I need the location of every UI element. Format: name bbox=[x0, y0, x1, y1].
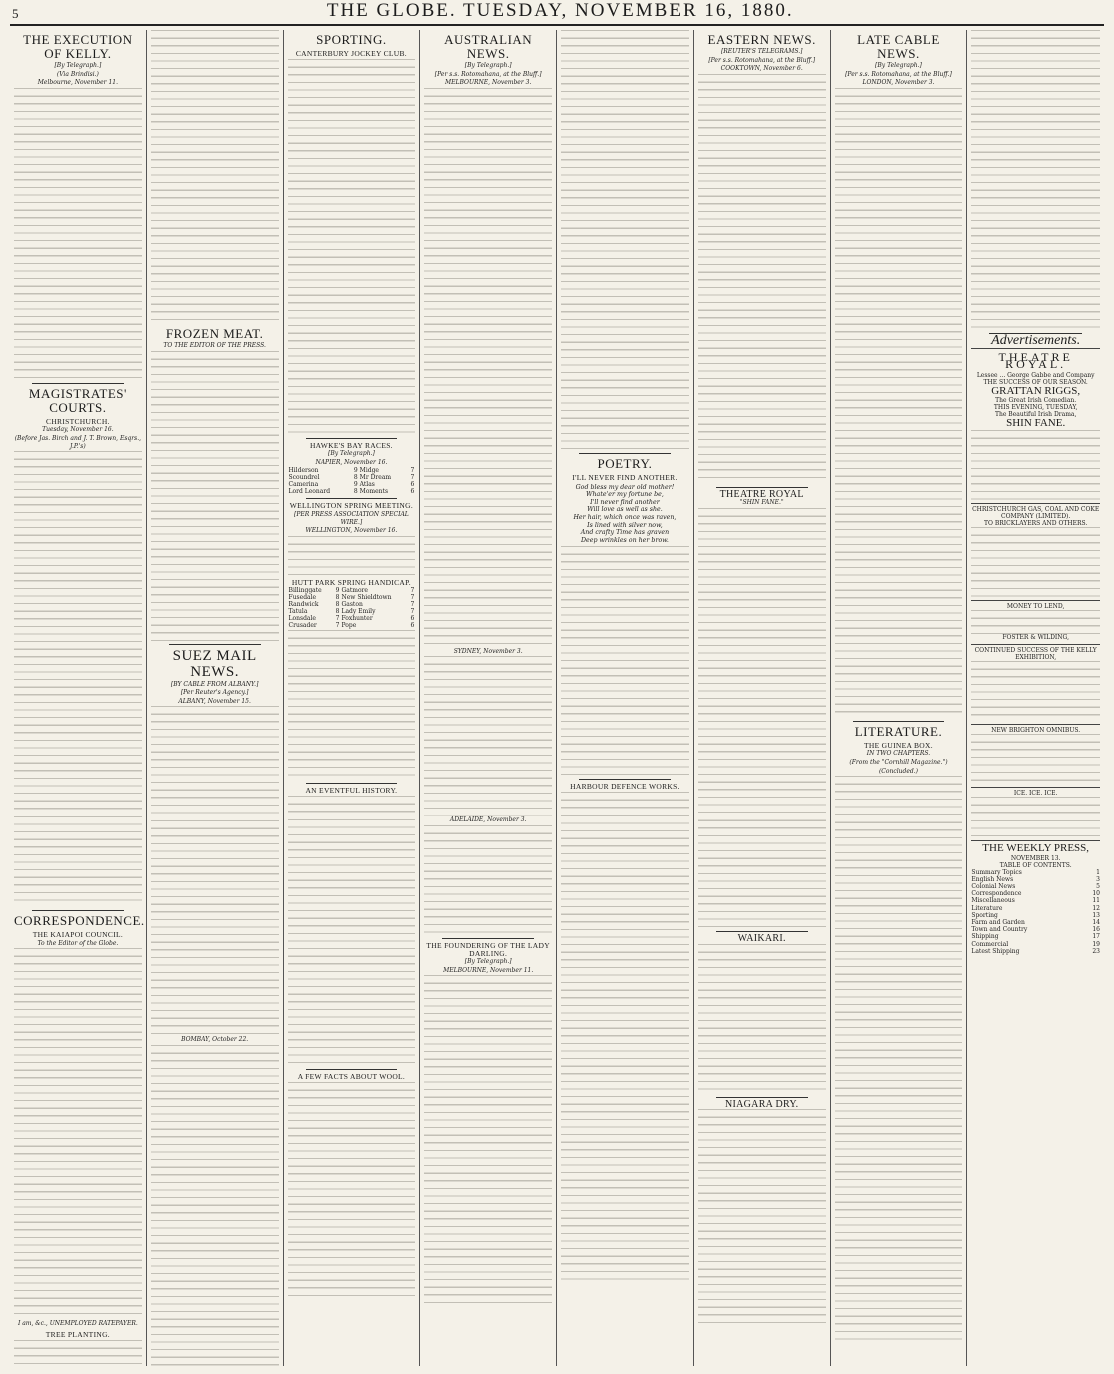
table-cell: Billinggate bbox=[288, 587, 322, 595]
theatre-play: SHIN FANE. bbox=[1006, 417, 1066, 430]
contents-topic: Latest Shipping bbox=[971, 947, 1020, 955]
contents-row bbox=[971, 926, 1100, 933]
ad-text bbox=[971, 661, 1100, 721]
article-text bbox=[698, 1109, 826, 1329]
article-text bbox=[288, 536, 416, 576]
corr-subhead: THE KAIAPOI COUNCIL. bbox=[32, 930, 124, 940]
contents-topic: Summary Topics bbox=[971, 868, 1022, 876]
well-sub: [PER PRESS ASSOCIATION SPECIAL WIRE.] bbox=[294, 510, 409, 526]
divider bbox=[716, 1097, 808, 1098]
table-cell: 7 bbox=[410, 594, 415, 602]
lit-sub: IN TWO CHAPTERS. bbox=[866, 750, 931, 758]
contents-topic: Farm and Garden bbox=[971, 918, 1025, 926]
theatre-ad bbox=[971, 348, 1100, 500]
mag-bench: (Before Jas. Birch and J. T. Brown, Esqrs., J.P.'s) bbox=[14, 434, 142, 450]
table-cell: 7 bbox=[410, 467, 415, 475]
article-text bbox=[424, 825, 552, 935]
poem-line: Deep wrinkles on her brow. bbox=[580, 536, 669, 544]
table-cell: 8 bbox=[335, 601, 340, 609]
kelly-dateline: Melbourne, November 11. bbox=[37, 79, 118, 87]
contents-row bbox=[971, 912, 1100, 919]
contents-row bbox=[971, 897, 1100, 904]
late-sub: [By Telegraph.] bbox=[875, 62, 922, 69]
headline-sporting: SPORTING. bbox=[316, 32, 387, 47]
contents-page: 5 bbox=[1096, 882, 1100, 890]
ad-text bbox=[971, 527, 1100, 597]
poem-line: Whate'er my fortune be, bbox=[586, 491, 664, 499]
suez-dateline: ALBANY, November 15. bbox=[178, 697, 251, 705]
poem-line: Is lined with silver now, bbox=[587, 521, 663, 529]
article-text bbox=[151, 706, 279, 1036]
divider bbox=[306, 783, 398, 784]
contents-page: 17 bbox=[1092, 933, 1100, 941]
table-cell: Randwick bbox=[288, 601, 319, 609]
money-ad bbox=[971, 600, 1100, 641]
column-4 bbox=[420, 30, 557, 1366]
contents-row bbox=[971, 941, 1100, 948]
coal-builders: TO BRICKLAYERS AND OTHERS. bbox=[984, 519, 1088, 527]
article-text bbox=[698, 508, 826, 928]
hawkes-sub: [By Telegraph.] bbox=[327, 450, 375, 458]
table-row bbox=[288, 587, 416, 594]
headline-wellington: WELLINGTON SPRING MEETING. bbox=[289, 501, 414, 511]
article-text bbox=[288, 630, 416, 780]
contents-row bbox=[971, 948, 1100, 955]
table-row bbox=[288, 608, 416, 615]
column-1 bbox=[10, 30, 147, 1366]
sub-kelly-2: (Via Brindisi.) bbox=[56, 70, 99, 78]
theatre-lessee: Lessee ... George Gabbe and Company bbox=[976, 371, 1095, 379]
handicap-title: HUTT PARK SPRING HANDICAP. bbox=[291, 577, 411, 587]
article-text bbox=[561, 792, 689, 1282]
headline-niagara: NIAGARA DRY. bbox=[724, 1098, 799, 1110]
contents-page: 3 bbox=[1096, 875, 1100, 883]
contents-page: 13 bbox=[1092, 911, 1100, 919]
article-text bbox=[835, 88, 963, 718]
table-cell: 6 bbox=[410, 615, 415, 623]
cjc-subhead: CANTERBURY JOCKEY CLUB. bbox=[295, 49, 407, 58]
aus-sub-2: [Per s.s. Rotomahana, at the Bluff.] bbox=[434, 70, 542, 78]
theatre-success: THE SUCCESS OF OUR SEASON. bbox=[983, 378, 1088, 386]
article-text bbox=[288, 59, 416, 435]
headline-correspondence: CORRESPONDENCE. bbox=[14, 913, 145, 929]
theatre-drama: The Beautiful Irish Drama, bbox=[994, 411, 1077, 419]
table-cell: 8 bbox=[335, 608, 340, 616]
columns bbox=[10, 30, 1104, 1366]
article-text bbox=[14, 948, 142, 1320]
poem-line: God bless my dear old mother! bbox=[575, 483, 675, 491]
column-7 bbox=[831, 30, 968, 1366]
east-sub-2: [Per s.s. Rotomahana, at the Bluff.] bbox=[708, 56, 816, 64]
headline-frozen-meat: FROZEN MEAT. bbox=[165, 326, 264, 341]
contents-topic: Sporting bbox=[971, 911, 998, 919]
contents-row bbox=[971, 883, 1100, 890]
corr2-subhead: TREE PLANTING. bbox=[45, 1329, 110, 1339]
article-text bbox=[14, 1340, 142, 1366]
east-dateline: COOKTOWN, November 6. bbox=[720, 65, 803, 73]
headline-eastern: EASTERN NEWS. bbox=[707, 32, 816, 47]
contents-page: 16 bbox=[1092, 926, 1100, 934]
poem-text bbox=[561, 546, 689, 776]
ad-text bbox=[971, 430, 1100, 500]
table-cell: Midge bbox=[359, 467, 379, 475]
headline-poetry: POETRY. bbox=[597, 456, 653, 471]
table-cell: Scoundrel bbox=[288, 474, 320, 482]
theatre-star: GRATTAN RIGGS, bbox=[991, 384, 1081, 397]
table-cell: 8 bbox=[353, 474, 358, 482]
table-cell: 7 bbox=[410, 601, 415, 609]
mag-date: Tuesday, November 16. bbox=[42, 426, 114, 434]
contents-topic: Literature bbox=[971, 904, 1003, 912]
article-text bbox=[424, 88, 552, 648]
masthead-title: THE GLOBE. TUESDAY, NOVEMBER 16, 1880. bbox=[326, 0, 794, 21]
headline-harbour: HARBOUR DEFENCE WORKS. bbox=[570, 782, 680, 792]
wellington-table bbox=[288, 587, 416, 629]
founder-sub: [By Telegraph.] bbox=[464, 958, 512, 966]
table-row bbox=[288, 594, 416, 601]
article-text bbox=[698, 944, 826, 1094]
divider bbox=[853, 721, 945, 722]
article-text bbox=[288, 1082, 416, 1302]
divider bbox=[306, 1069, 398, 1070]
divider bbox=[716, 931, 808, 932]
hawkes-table bbox=[288, 467, 416, 495]
ad-text bbox=[971, 610, 1100, 634]
divider bbox=[32, 910, 124, 911]
ad-text bbox=[971, 797, 1100, 837]
divider bbox=[32, 383, 124, 384]
money-title: MONEY TO LEND, bbox=[1006, 602, 1065, 610]
table-cell: Lady Emily bbox=[341, 608, 376, 616]
column-6 bbox=[694, 30, 831, 1366]
east-sub: [REUTER'S TELEGRAMS.] bbox=[720, 48, 803, 55]
table-cell: Camerina bbox=[288, 481, 319, 489]
table-cell: Crusader bbox=[288, 622, 317, 630]
headline-foundering: THE FOUNDERING OF THE LADY DARLING. bbox=[426, 940, 550, 958]
table-row bbox=[288, 615, 416, 622]
late-dateline: LONDON, November 3. bbox=[862, 79, 935, 87]
divider bbox=[442, 938, 534, 939]
aus-dateline: MELBOURNE, November 3. bbox=[445, 79, 532, 87]
divider bbox=[579, 453, 671, 454]
article-text bbox=[151, 1045, 279, 1366]
column-3 bbox=[284, 30, 421, 1366]
contents-page: 12 bbox=[1092, 904, 1100, 912]
table-cell: 7 bbox=[410, 474, 415, 482]
divider bbox=[306, 438, 398, 439]
sub-suez: [BY CABLE FROM ALBANY.] bbox=[170, 680, 259, 688]
table-cell: 6 bbox=[410, 481, 415, 489]
table-cell: 7 bbox=[410, 608, 415, 616]
sub-kelly: [By Telegraph.] bbox=[54, 62, 102, 69]
table-row bbox=[288, 474, 416, 481]
omnibus-ad bbox=[971, 724, 1100, 784]
kelly-ex-title: CONTINUED SUCCESS OF THE KELLY EXHIBITION, bbox=[974, 646, 1097, 661]
coal-ad bbox=[971, 503, 1100, 597]
lit-cont: (Concluded.) bbox=[878, 767, 918, 775]
well-dateline: WELLINGTON, November 16. bbox=[305, 527, 398, 535]
contents-topic: Commercial bbox=[971, 940, 1009, 948]
masthead bbox=[10, 0, 1104, 26]
poem-line: I'll never find another bbox=[590, 498, 660, 506]
table-cell: Lord Leonard bbox=[288, 488, 331, 496]
table-row bbox=[288, 622, 416, 629]
contents-topic: Correspondence bbox=[971, 890, 1022, 898]
frozen-sub: TO THE EDITOR OF THE PRESS. bbox=[163, 342, 266, 349]
contents-topic: Shipping bbox=[971, 933, 999, 941]
contents-row bbox=[971, 890, 1100, 897]
page-number: 5 bbox=[12, 6, 19, 21]
contents-page: 23 bbox=[1092, 947, 1100, 955]
poem-line: Will love as well as she. bbox=[587, 506, 663, 514]
contents-topic: Miscellaneous bbox=[971, 897, 1015, 905]
article-text bbox=[561, 30, 689, 450]
table-cell: 7 bbox=[335, 615, 340, 623]
table-cell: Pope bbox=[341, 622, 357, 630]
sub-suez-2: [Per Reuter's Agency.] bbox=[180, 689, 249, 697]
theatre-evening: THIS EVENING, TUESDAY, bbox=[993, 404, 1078, 412]
table-cell: 7 bbox=[335, 622, 340, 630]
contents-list bbox=[971, 869, 1100, 955]
aus-sub: [By Telegraph.] bbox=[464, 62, 512, 69]
table-cell: 9 bbox=[335, 587, 340, 595]
column-5 bbox=[557, 30, 694, 1366]
table-cell: 8 bbox=[353, 488, 358, 496]
column-8 bbox=[967, 30, 1104, 1366]
ice-ad bbox=[971, 787, 1100, 837]
table-cell: 8 bbox=[335, 594, 340, 602]
contents-row bbox=[971, 876, 1100, 883]
poem-line: And crafty Time has graven bbox=[580, 529, 670, 537]
table-row bbox=[288, 488, 416, 495]
poem-line: Her hair, which once was raven, bbox=[573, 513, 677, 521]
contents-page: 11 bbox=[1092, 897, 1100, 905]
headline-wool: A FEW FACTS ABOUT WOOL. bbox=[297, 1071, 406, 1081]
theatre-ad-title: THEATRE ROYAL. bbox=[998, 349, 1073, 372]
weekly-date: NOVEMBER 13. bbox=[1010, 854, 1061, 862]
table-cell: Hilderson bbox=[288, 467, 319, 475]
lit-title: THE GUINEA BOX. bbox=[864, 740, 933, 750]
headline-literature: LITERATURE. bbox=[854, 723, 943, 739]
article-text bbox=[288, 796, 416, 1066]
headline-magistrates: MAGISTRATES' COURTS. bbox=[28, 385, 127, 415]
contents-page: 19 bbox=[1092, 940, 1100, 948]
divider bbox=[579, 779, 671, 780]
theatre-sub: "SHIN FANE." bbox=[739, 499, 784, 507]
contents-topic: Town and Country bbox=[971, 926, 1028, 934]
contents-row bbox=[971, 933, 1100, 940]
column-2 bbox=[147, 30, 284, 1366]
contents-row bbox=[971, 919, 1100, 926]
contents-page: 1 bbox=[1096, 868, 1100, 876]
contents-row bbox=[971, 869, 1100, 876]
corr-to: To the Editor of the Globe. bbox=[37, 939, 119, 947]
headline-australian: AUSTRALIAN NEWS. bbox=[444, 32, 533, 61]
mag-place: CHRISTCHURCH. bbox=[46, 416, 110, 426]
contents-title: TABLE OF CONTENTS. bbox=[999, 861, 1072, 869]
late-sub-2: [Per s.s. Rotomahana, at the Bluff.] bbox=[845, 70, 952, 78]
headline-suez: SUEZ MAIL NEWS. bbox=[172, 647, 257, 680]
kelly-exhibition-ad bbox=[971, 644, 1100, 721]
headline-hawkes: HAWKE'S BAY RACES. bbox=[309, 440, 393, 450]
table-cell: 7 bbox=[410, 587, 415, 595]
hawkes-dateline: NAPIER, November 16. bbox=[315, 458, 388, 466]
headline-waikari: WAIKARI. bbox=[737, 932, 786, 944]
advertisements-heading: Advertisements. bbox=[991, 333, 1081, 348]
article-text bbox=[424, 975, 552, 1305]
headline-late-cable: LATE CABLE NEWS. bbox=[857, 32, 940, 61]
sydney-dateline: SYDNEY, November 3. bbox=[453, 647, 523, 655]
money-solicitor: FOSTER & WILDING, bbox=[1002, 633, 1070, 641]
poem-title: I'LL NEVER FIND ANOTHER. bbox=[572, 473, 678, 482]
omnibus-title: NEW BRIGHTON OMNIBUS. bbox=[991, 726, 1081, 734]
founder-dateline: MELBOURNE, November 11. bbox=[443, 966, 534, 974]
table-cell: New Shieldtown bbox=[341, 594, 392, 602]
table-cell: Gatmore bbox=[341, 587, 368, 595]
article-text bbox=[971, 30, 1100, 330]
headline-theatre: THEATRE ROYAL bbox=[719, 488, 804, 500]
article-text bbox=[835, 776, 963, 1346]
article-text bbox=[151, 30, 279, 324]
corr-signature: I am, &c., UNEMPLOYED RATEPAYER. bbox=[17, 1320, 138, 1328]
adelaide-dateline: ADELAIDE, November 3. bbox=[449, 816, 527, 824]
poem bbox=[561, 484, 689, 545]
lit-from: (From the "Cornhill Magazine.") bbox=[849, 758, 948, 766]
article-text bbox=[14, 88, 142, 380]
ice-title: ICE. ICE. ICE. bbox=[1013, 789, 1058, 797]
table-row bbox=[288, 467, 416, 474]
weekly-title: THE WEEKLY PRESS, bbox=[982, 841, 1090, 854]
table-cell: Foxhunter bbox=[341, 615, 373, 623]
table-cell: 9 bbox=[353, 481, 358, 489]
contents-topic: Colonial News bbox=[971, 882, 1016, 890]
theatre-irish: The Great Irish Comedian. bbox=[995, 397, 1077, 405]
table-cell: Lonsdale bbox=[288, 615, 316, 623]
table-cell: 6 bbox=[410, 488, 415, 496]
coal-ad-title: CHRISTCHURCH GAS, COAL AND COKE COMPANY (LIMITED). bbox=[972, 505, 1100, 520]
table-cell: Tatula bbox=[288, 608, 308, 616]
table-cell: 6 bbox=[410, 622, 415, 630]
ad-text bbox=[971, 734, 1100, 784]
table-cell: Fusedale bbox=[288, 594, 317, 602]
table-cell: 9 bbox=[353, 467, 358, 475]
contents-page: 10 bbox=[1092, 890, 1100, 898]
article-text bbox=[424, 656, 552, 816]
headline-kelly: THE EXECUTION OF KELLY. bbox=[23, 32, 133, 61]
divider bbox=[169, 644, 261, 645]
article-text bbox=[698, 74, 826, 484]
weekly-press-ad bbox=[971, 840, 1100, 955]
table-cell: Moments bbox=[359, 488, 389, 496]
divider bbox=[716, 487, 808, 488]
contents-topic: English News bbox=[971, 875, 1014, 883]
contents-row bbox=[971, 905, 1100, 912]
bombay-dateline: BOMBAY, October 22. bbox=[181, 1036, 249, 1044]
table-cell: Atlas bbox=[359, 481, 375, 489]
divider bbox=[306, 498, 398, 499]
contents-page: 14 bbox=[1092, 918, 1100, 926]
article-text bbox=[151, 351, 279, 641]
article-text bbox=[14, 451, 142, 907]
table-row bbox=[288, 601, 416, 608]
table-cell: Gaston bbox=[341, 601, 363, 609]
table-cell: Mr Dream bbox=[359, 474, 392, 482]
headline-eventful: AN EVENTFUL HISTORY. bbox=[305, 786, 398, 796]
table-row bbox=[288, 481, 416, 488]
